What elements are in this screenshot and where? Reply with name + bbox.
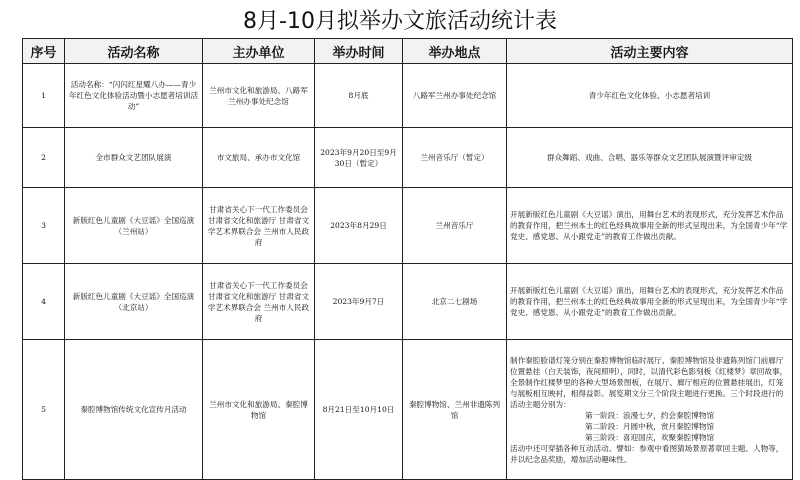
header-venue: 举办地点 bbox=[403, 39, 507, 64]
cell-content: 群众舞蹈、戏曲、合唱、器乐等群众文艺团队展演暨评审定级 bbox=[507, 128, 793, 188]
cell-organizer: 兰州市文化和旅游局、秦腔博物馆 bbox=[203, 340, 315, 480]
cell-content: 青少年红色文化体验、小志愿者培训 bbox=[507, 64, 793, 128]
table-row bbox=[23, 188, 793, 264]
header-content: 活动主要内容 bbox=[507, 39, 793, 64]
cell-name: 秦腔博物馆传统文化宣传月活动 bbox=[65, 340, 203, 480]
cell-venue: 兰州音乐厅（暂定） bbox=[403, 128, 507, 188]
cell-no: 4 bbox=[23, 264, 65, 340]
cell-name: 新版红色儿童剧《大豆谣》全国巡演（兰州站） bbox=[65, 188, 203, 264]
cell-time: 8月21日至10月10日 bbox=[315, 340, 403, 480]
cell-content: 开展新版红色儿童剧《大豆谣》演出，用舞台艺术的表现形式，充分发挥艺术作品的教育作用，把兰州本土的红色经典故事用全新的形式呈现出来，为全国青少年“学党史、感党恩、从小跟党走”的教育工作做出贡献。 bbox=[507, 188, 793, 264]
content-paragraph: 制作秦腔脸谱灯笼分别在秦腔博物馆临时展厅、秦腔博物馆及非遗陈列馆门前廊厅位置悬挂（白天装饰，夜间照明），同时，以清代彩色影刻板《红楼梦》章回故事，全景制作红楼梦里的各种大型场景图板，在展厅、廊厅相应的位置悬挂展出，灯笼与展板相互映衬，相得益彰。展览期文分三个阶段主题进行更换。三个时段进行的活动主题分别为： bbox=[510, 355, 788, 409]
content-stage: 第一阶段：浪漫七夕，约会秦腔博物馆 bbox=[584, 410, 715, 420]
cell-time: 8月底 bbox=[315, 64, 403, 128]
cell-no: 5 bbox=[23, 340, 65, 480]
cell-no: 1 bbox=[23, 64, 65, 128]
table-row bbox=[23, 264, 793, 340]
cell-no: 2 bbox=[23, 128, 65, 188]
cell-name: 全市群众文艺团队展演 bbox=[65, 128, 203, 188]
cell-content bbox=[507, 340, 793, 480]
table-header-row bbox=[23, 39, 793, 64]
cell-name: 新版红色儿童剧《大豆谣》全国巡演（北京站） bbox=[65, 264, 203, 340]
table-row bbox=[23, 64, 793, 128]
cell-venue: 秦腔博物馆、兰州非遗陈列馆 bbox=[403, 340, 507, 480]
content-stage: 第三阶段：喜迎国庆，欢聚秦腔博物馆 bbox=[584, 432, 715, 442]
table-row bbox=[23, 340, 793, 480]
cell-name: 活动名称：“闪闪红星耀八办——青少年红色文化体验活动暨小志愿者培训活动” bbox=[65, 64, 203, 128]
cell-time: 2023年9月20日至9月30日（暂定） bbox=[315, 128, 403, 188]
cell-organizer: 兰州市文化和旅游局、八路军兰州办事处纪念馆 bbox=[203, 64, 315, 128]
header-name: 活动名称 bbox=[65, 39, 203, 64]
table-row bbox=[23, 128, 793, 188]
page-title: 8月-10月拟举办文旅活动统计表 bbox=[243, 9, 557, 34]
cell-organizer: 甘肃省关心下一代工作委员会 甘肃省文化和旅游厅 甘肃省文学艺术界联合会 兰州市人民政府 bbox=[203, 264, 315, 340]
activity-table bbox=[22, 38, 793, 480]
cell-content: 开展新版红色儿童剧《大豆谣》演出，用舞台艺术的表现形式，充分发挥艺术作品的教育作用，把兰州本土的红色经典故事用全新的形式呈现出来，为全国青少年“学党史、感党恩、从小跟党走”的教育工作做出贡献。 bbox=[507, 264, 793, 340]
cell-time: 2023年9月7日 bbox=[315, 264, 403, 340]
cell-no: 3 bbox=[23, 188, 65, 264]
content-stage: 第二阶段：月圆中秋，赏月秦腔博物馆 bbox=[584, 421, 715, 431]
cell-venue: 北京二七剧场 bbox=[403, 264, 507, 340]
cell-organizer: 市文旅局、承办市文化馆 bbox=[203, 128, 315, 188]
header-time: 举办时间 bbox=[315, 39, 403, 64]
header-no: 序号 bbox=[23, 39, 65, 64]
header-organizer: 主办单位 bbox=[203, 39, 315, 64]
cell-venue: 兰州音乐厅 bbox=[403, 188, 507, 264]
cell-time: 2023年8月29日 bbox=[315, 188, 403, 264]
cell-organizer: 甘肃省关心下一代工作委员会 甘肃省文化和旅游厅 甘肃省文学艺术界联合会 兰州市人民政府 bbox=[203, 188, 315, 264]
cell-venue: 八路军兰州办事处纪念馆 bbox=[403, 64, 507, 128]
content-paragraph: 活动中还可穿插各种互动活动。譬如：参观中看图猜场景原著章回主题、人物等，并以纪念品奖励，增加活动趣味性。 bbox=[510, 443, 784, 464]
